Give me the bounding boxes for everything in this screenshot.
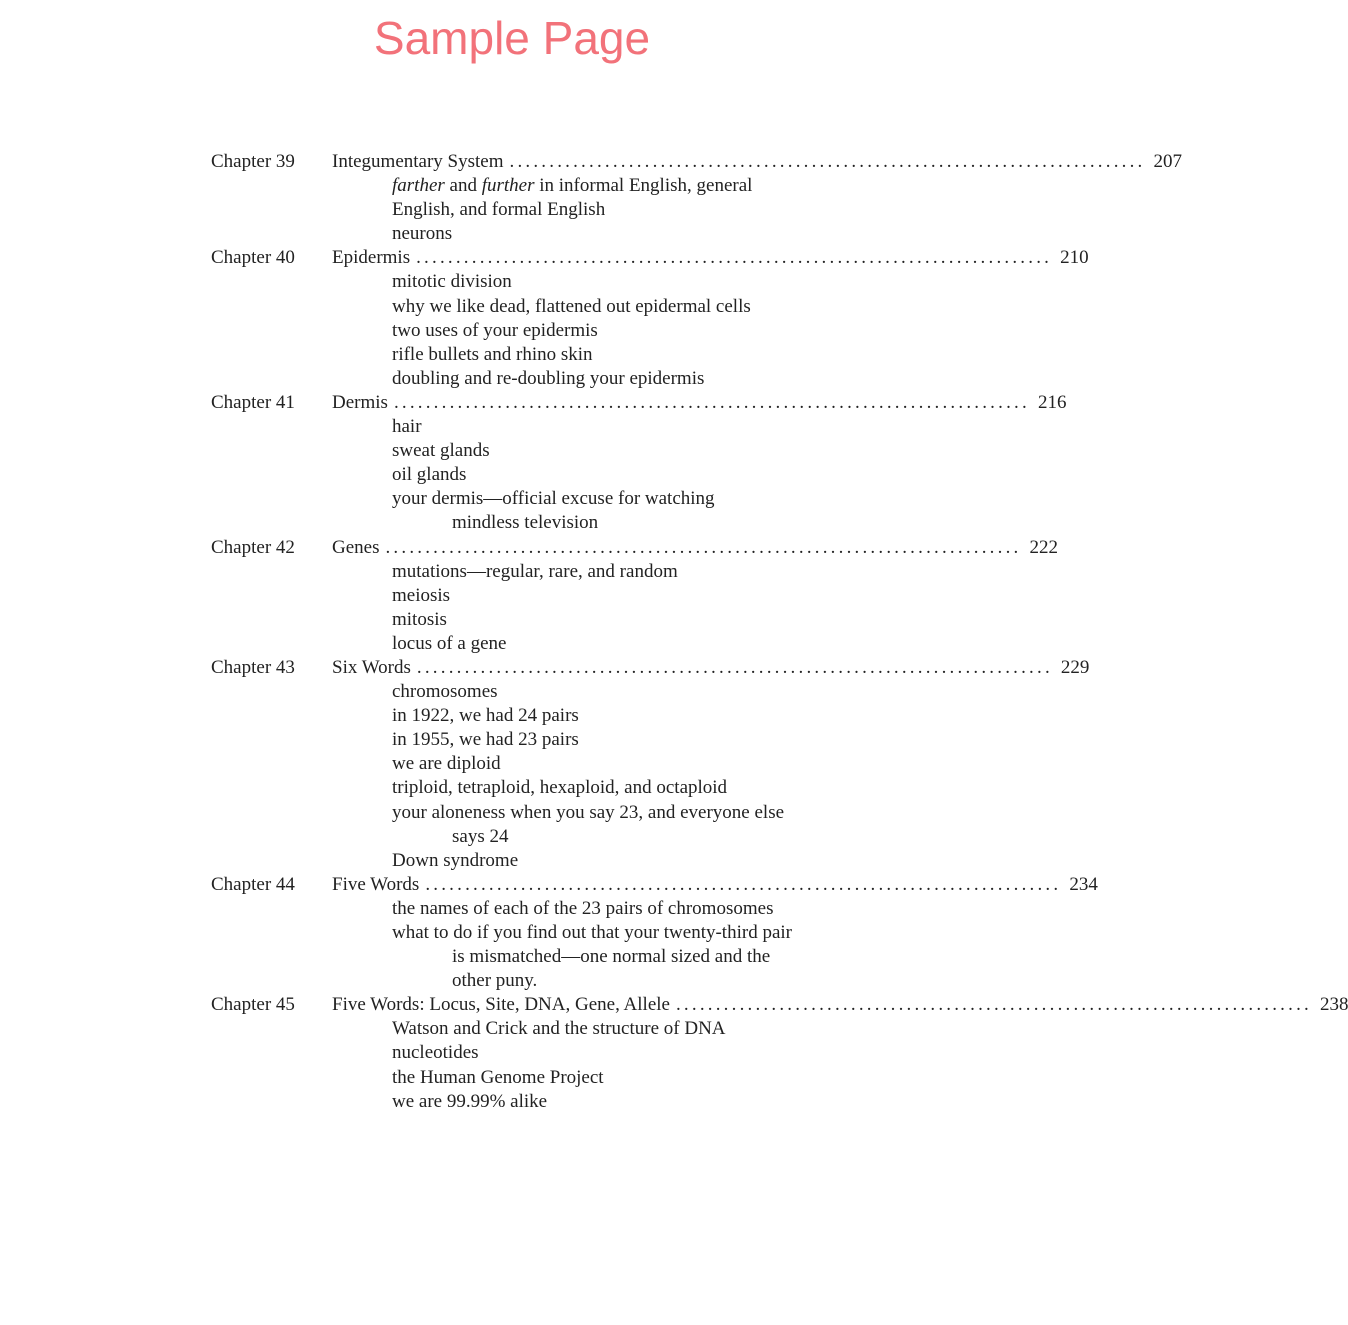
topic-line: meiosis [392,584,451,606]
toc-chapter-heading [211,391,1067,415]
page-number: 238 [1319,994,1348,1016]
chapter-title: Dermis [332,391,388,413]
toc-chapter-heading [211,656,1090,680]
topic-line [211,174,823,198]
topic-line: in 1922, we had 24 pairs [392,705,579,727]
dot-leader: ................................................................................ [416,247,1053,269]
topic-continuation: is mismatched—one normal sized and the [452,946,771,968]
chapter-title: Five Words: Locus, Site, DNA, Gene, Allele [332,994,670,1016]
page-number: 216 [1037,391,1067,413]
topic-italic-text: further [481,175,535,197]
topic-line: mitotic division [392,271,512,293]
dot-leader: ................................................................................ [385,536,1022,558]
dot-leader: ................................................................................ [425,873,1062,895]
chapter-number: Chapter 45 [211,994,295,1016]
topic-line: what to do if you find out that your twenty-third pair [392,922,792,943]
topic-line: we are diploid [392,753,501,775]
page-number: 210 [1060,247,1089,269]
chapter-number: Chapter 42 [211,536,295,558]
topic-line: sweat glands [392,440,490,462]
topic-line: your dermis—official excuse for watching [392,488,715,510]
toc-chapter-heading [211,150,1182,174]
chapter-number: Chapter 39 [211,151,295,172]
topic-line: the names of each of the 23 pairs of chromosomes [392,897,774,919]
topic-line: hair [392,416,422,438]
chapter-title: Epidermis [332,247,411,269]
topic-continuation: says 24 [452,825,509,847]
chapter-title: Five Words [332,873,420,895]
topic-line: two uses of your epidermis [392,319,598,341]
page-number: 222 [1029,536,1058,558]
dot-leader: ................................................................................ [675,994,1312,1016]
topic-line: why we like dead, flattened out epidermal cells [392,295,751,317]
topic-line: English, and formal English [392,199,606,221]
dot-leader: ................................................................................ [509,151,1146,172]
toc-chapter-heading [211,993,1348,1017]
topic-line: rifle bullets and rhino skin [392,343,593,365]
topic-line: nucleotides [392,1042,479,1064]
toc-chapter-heading [211,873,1098,897]
topic-line: mitosis [392,608,447,630]
chapter-number: Chapter 41 [211,391,295,413]
toc-entry [211,391,1067,536]
toc-entry [211,246,1089,391]
table-of-contents [211,150,1348,1114]
toc-entry [211,150,1182,246]
toc-entry [211,993,1348,1113]
page-number: 207 [1153,151,1182,172]
toc-chapter-heading [211,246,1089,270]
topic-line: the Human Genome Project [392,1066,604,1088]
chapter-title: Genes [332,536,380,558]
dot-leader: ................................................................................ [393,391,1030,413]
topic-text: and [444,175,482,197]
topic-line: in 1955, we had 23 pairs [392,729,579,751]
chapter-number: Chapter 43 [211,656,295,678]
sample-page-watermark: Sample Page [373,12,651,64]
topic-line: we are 99.99% alike [392,1090,548,1112]
topic-line: chromosomes [392,681,498,703]
page-number: 229 [1060,656,1090,678]
toc-entry [211,536,1058,656]
dot-leader: ................................................................................ [416,656,1053,678]
topic-line: Watson and Crick and the structure of DNA [392,1018,726,1040]
topic-line: triploid, tetraploid, hexaploid, and octaploid [392,777,728,799]
topic-line: oil glands [392,464,467,486]
topic-line: Down syndrome [392,849,519,871]
chapter-number: Chapter 44 [211,873,295,895]
topic-continuation: mindless television [452,512,599,534]
chapter-title: Six Words [332,656,411,678]
topic-text: in informal English, general [534,175,753,197]
topic-italic-text: farther [392,175,445,197]
chapter-number: Chapter 40 [211,247,295,269]
topic-line: neurons [392,223,453,245]
chapter-title: Integumentary System [332,151,504,172]
topic-line: your aloneness when you say 23, and everyone else [392,801,785,823]
topic-continuation: other puny. [452,970,538,992]
toc-entry [211,656,1090,873]
toc-entry [211,873,1098,993]
page-number: 234 [1069,873,1098,895]
topic-line: locus of a gene [392,632,507,654]
topic-line: doubling and re-doubling your epidermis [392,367,705,389]
toc-chapter-heading [211,536,1058,560]
topic-line: mutations—regular, rare, and random [392,560,678,582]
